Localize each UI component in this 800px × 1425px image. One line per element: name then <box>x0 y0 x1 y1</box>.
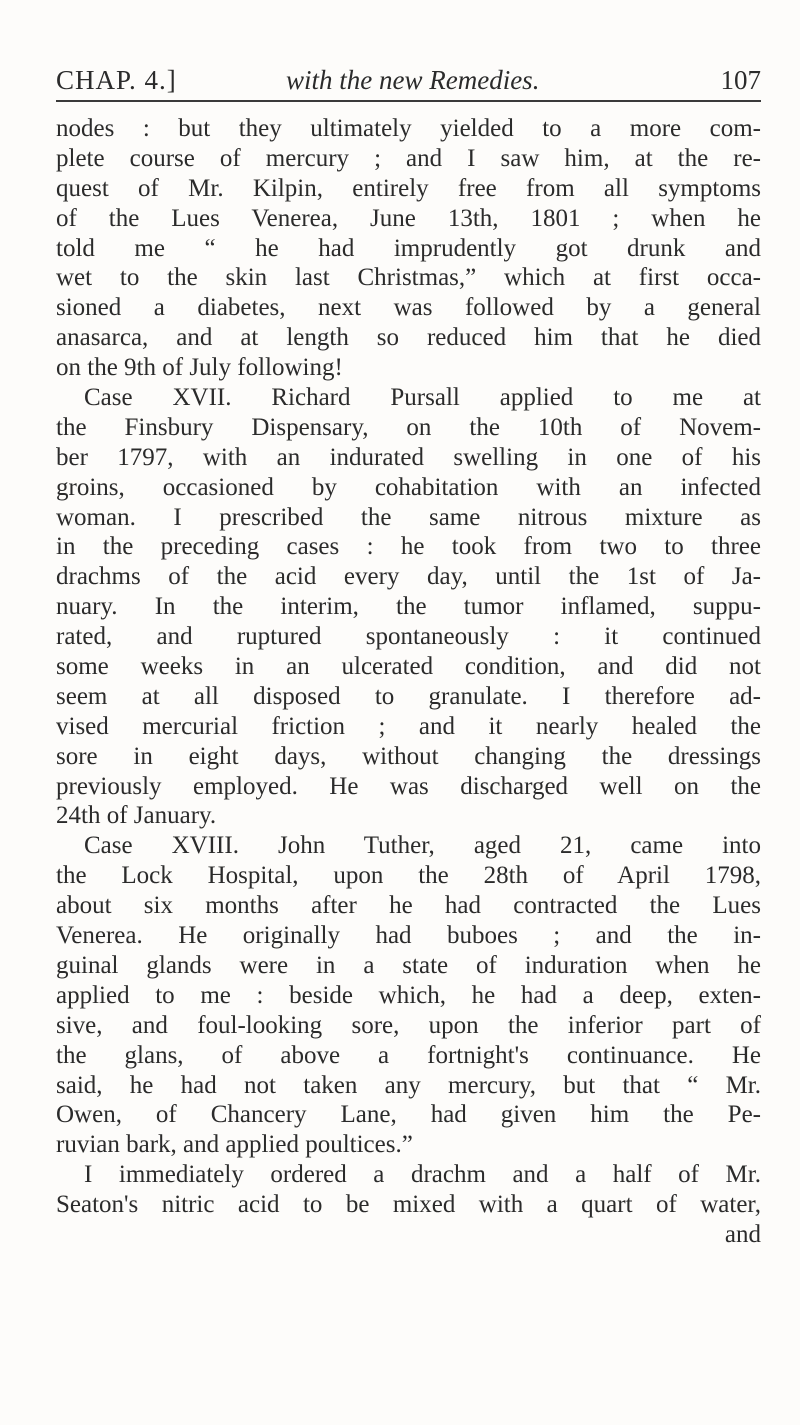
text-line: drachms of the acid every day, until the 1st of Ja- <box>56 563 761 591</box>
text-line: anasarca, and at length so reduced him that he died <box>56 324 761 352</box>
chapter-label: CHAP. 4.] <box>56 65 177 95</box>
header-rule <box>56 100 761 102</box>
text-line: previously employed. He was discharged well on the <box>56 772 761 800</box>
running-head <box>56 60 761 100</box>
page-number: 107 <box>720 65 761 95</box>
text-line: 24th of January. <box>56 802 217 830</box>
text-line: Owen, of Chancery Lane, had given him the Pe- <box>56 1101 761 1129</box>
body-text <box>56 114 761 1250</box>
case-heading-line: Case XVII. Richard Pursall applied to me at <box>84 384 761 412</box>
text-line: of the Lues Venerea, June 13th, 1801 ; when he <box>56 204 761 232</box>
text-line: guinal glands were in a state of induration when he <box>56 951 761 979</box>
text-line: sore in eight days, without changing the dressings <box>56 742 761 770</box>
running-title: with the new Remedies. <box>286 65 540 95</box>
text-line: the Lock Hospital, upon the 28th of April 1798, <box>56 862 761 890</box>
text-line: vised mercurial friction ; and it nearly healed the <box>56 712 761 740</box>
text-line: woman. I prescribed the same nitrous mixture as <box>56 503 761 531</box>
text-line: plete course of mercury ; and I saw him, at the re- <box>56 144 761 172</box>
text-line: applied to me : beside which, he had a deep, exten- <box>56 981 761 1009</box>
catchword: and <box>724 1220 761 1248</box>
text-line: some weeks in an ulcerated condition, and did not <box>56 653 761 681</box>
text-line: about six months after he had contracted the Lues <box>56 892 761 920</box>
text-line: said, he had not taken any mercury, but that “ Mr. <box>56 1071 761 1099</box>
text-line: quest of Mr. Kilpin, entirely free from all symptoms <box>56 174 761 202</box>
text-line: Seaton's nitric acid to be mixed with a quart of water, <box>56 1191 761 1219</box>
text-line: ruvian bark, and applied poultices.” <box>56 1131 413 1159</box>
text-line: groins, occasioned by cohabitation with an infected <box>56 473 761 501</box>
text-line: the glans, of above a fortnight's continuance. He <box>56 1041 761 1069</box>
text-line: ber 1797, with an indurated swelling in one of his <box>56 443 761 471</box>
text-line: seem at all disposed to granulate. I therefore ad- <box>56 682 761 710</box>
case-heading-line: Case XVIII. John Tuther, aged 21, came into <box>84 832 761 860</box>
text-line: I immediately ordered a drachm and a half of Mr. <box>84 1161 761 1189</box>
text-line: wet to the skin last Christmas,” which at first occa- <box>56 264 761 292</box>
text-line: Venerea. He originally had buboes ; and the in- <box>56 922 761 950</box>
text-line: on the 9th of July following! <box>56 354 343 382</box>
text-line: rated, and ruptured spontaneously : it continued <box>56 623 761 651</box>
text-line: nuary. In the interim, the tumor inflamed, suppu- <box>56 593 761 621</box>
text-line: told me “ he had imprudently got drunk and <box>56 234 761 262</box>
text-line: sive, and foul-looking sore, upon the inferior part of <box>56 1011 761 1039</box>
text-line: sioned a diabetes, next was followed by a general <box>56 294 761 322</box>
text-line: in the preceding cases : he took from two to three <box>56 533 761 561</box>
text-line: nodes : but they ultimately yielded to a more com- <box>56 115 761 142</box>
text-line: the Finsbury Dispensary, on the 10th of Novem- <box>56 413 761 441</box>
